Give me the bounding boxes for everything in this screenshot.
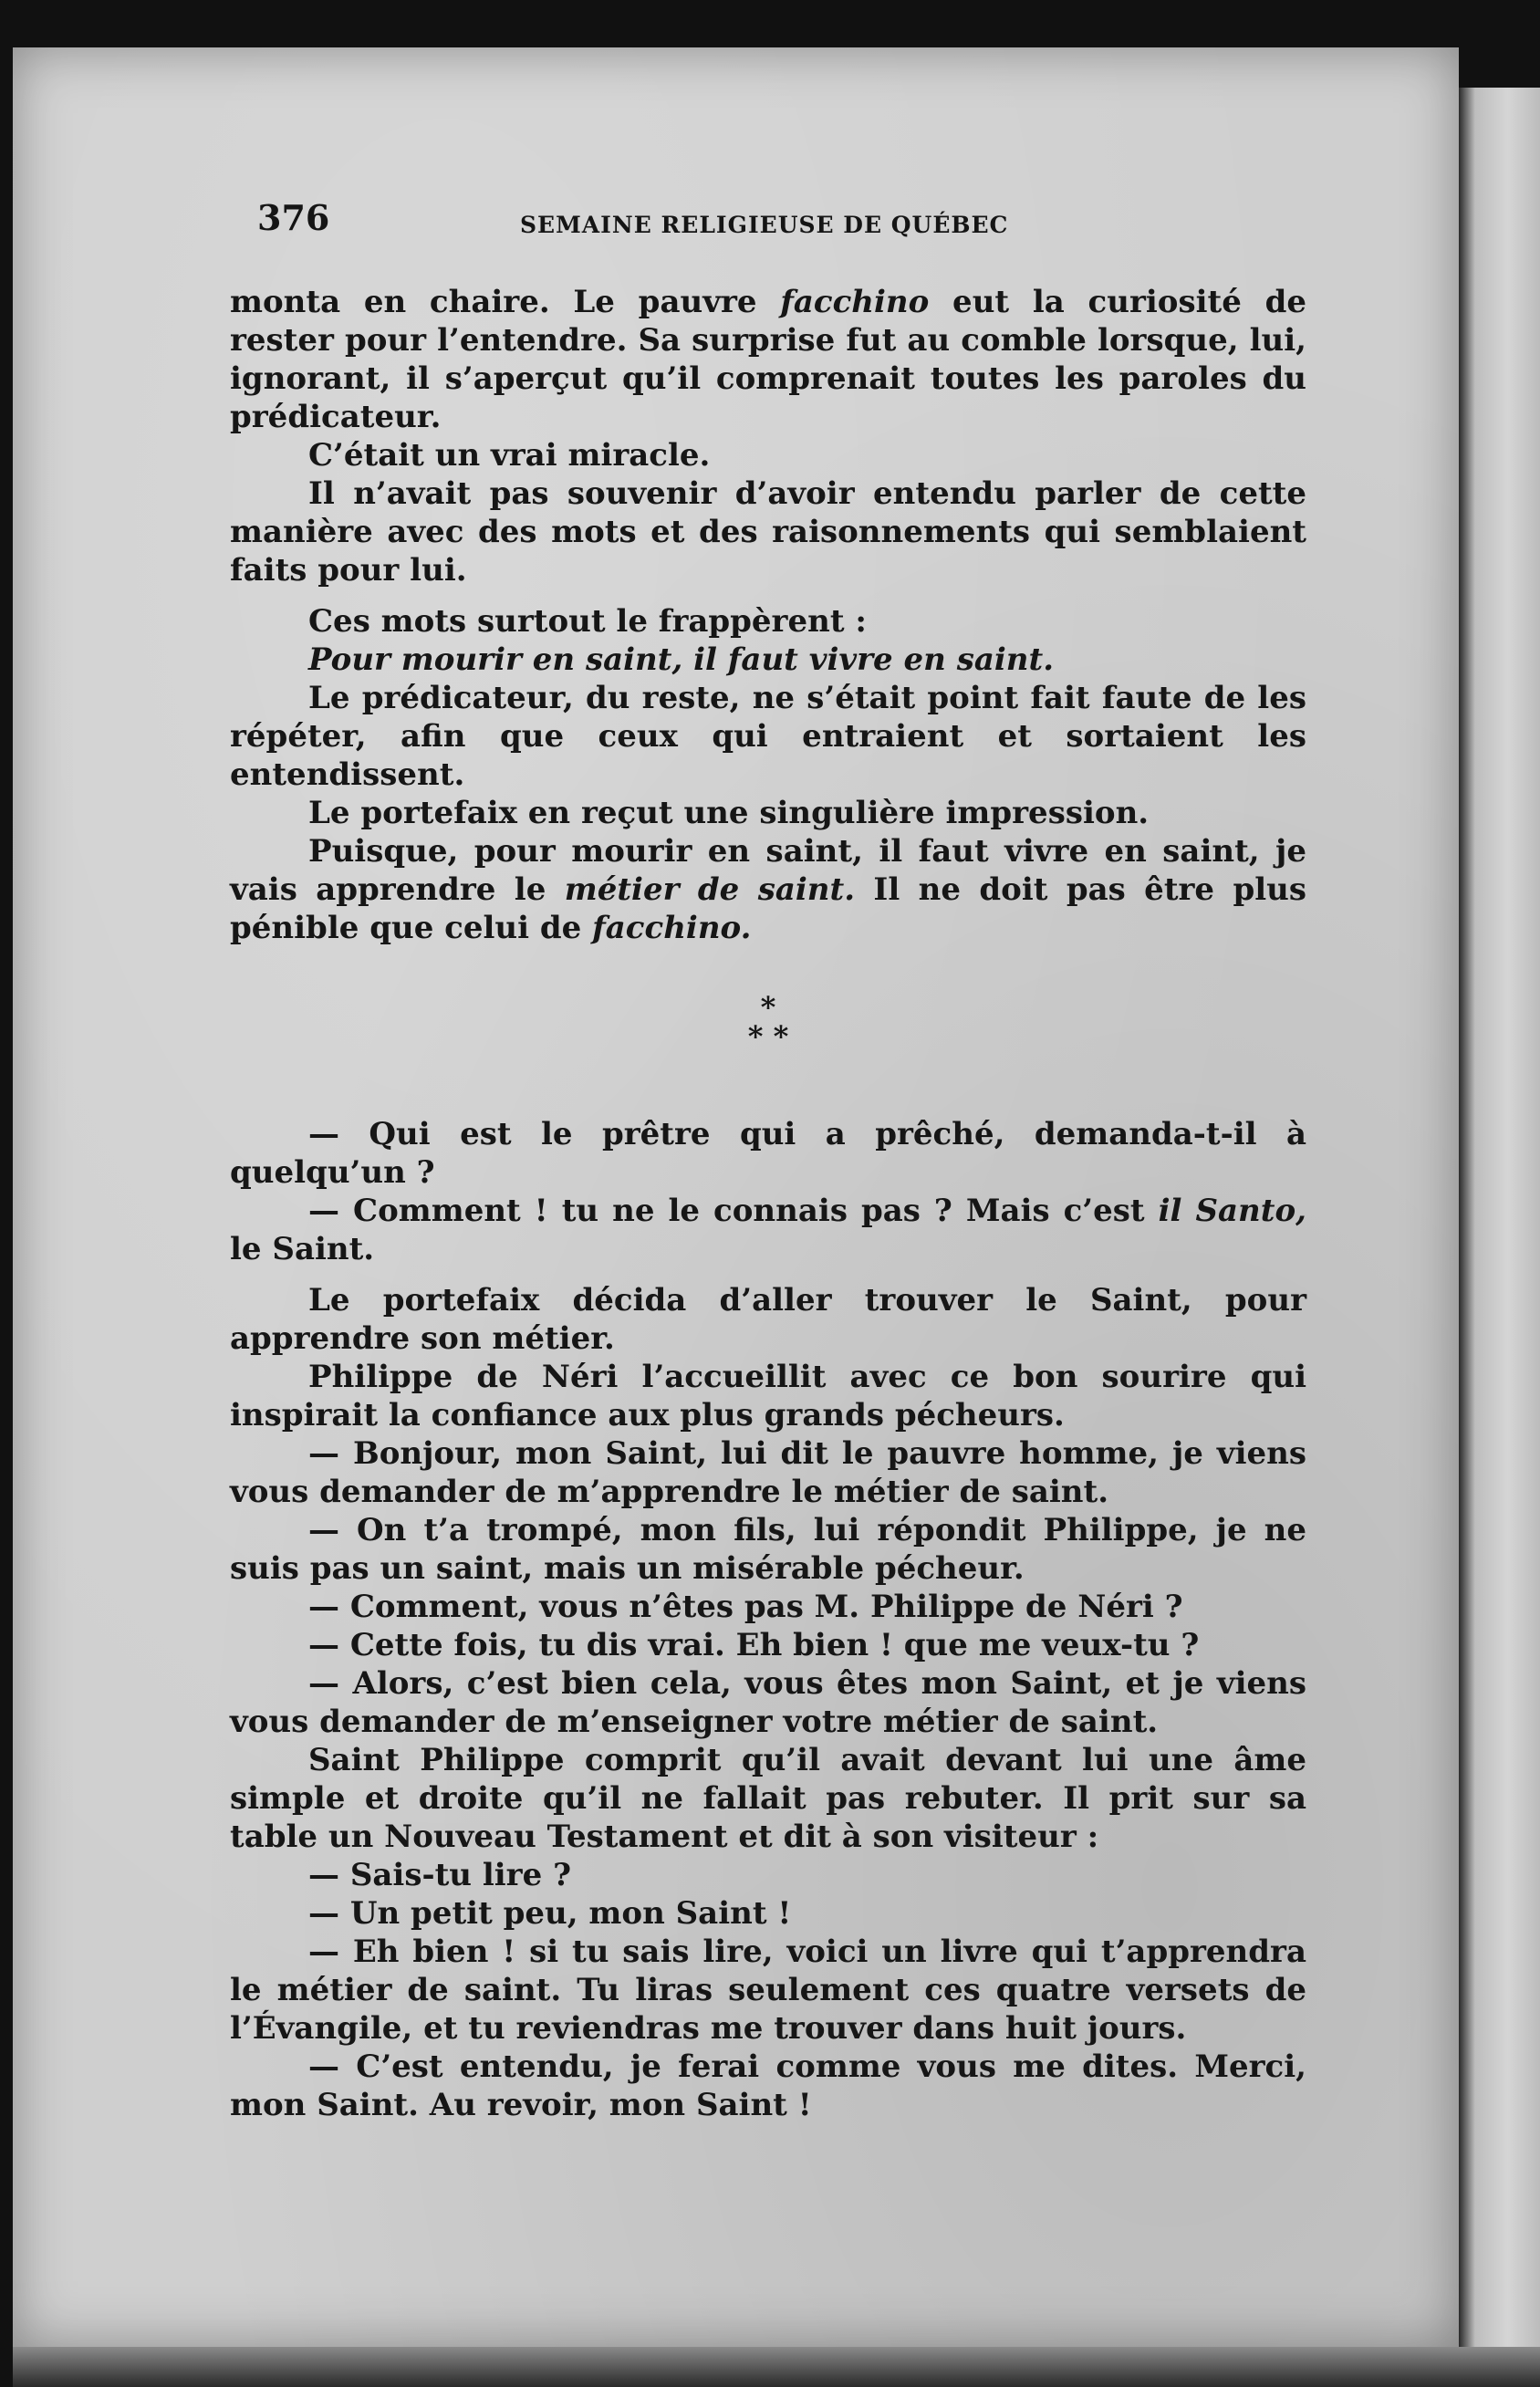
dialogue-line: — Comment ! tu ne le connais pas ? Mais c’est il Santo, le Saint.: [230, 1193, 1306, 1267]
section-break-asterism: * * *: [747, 990, 789, 1054]
paragraph: Philippe de Néri l’accueillit avec ce bon sourire qui inspirait la confiance aux plus grands pécheurs.: [230, 1359, 1306, 1433]
dialogue-line: — Qui est le prêtre qui a prêché, demanda-t-il à quelqu’un ?: [230, 1116, 1306, 1191]
running-title: SEMAINE RELIGIEUSE DE QUÉBEC: [520, 212, 1009, 238]
page-number: 376: [257, 197, 330, 238]
book-spine-edge: [1459, 88, 1540, 2360]
dialogue-line: — Comment, vous n’êtes pas M. Philippe de Néri ?: [308, 1589, 1183, 1625]
paragraph: Le prédicateur, du reste, ne s’était point fait faute de les répéter, afin que ceux qui entraient et sortaient les entendissent.: [230, 680, 1306, 793]
body-text: [230, 283, 1306, 2124]
dialogue-line: — C’est entendu, je ferai comme vous me dites. Merci, mon Saint. Au revoir, mon Saint !: [230, 2048, 1306, 2123]
page-bottom-edge: [13, 2347, 1540, 2387]
italic-quote: Pour mourir en saint, il faut vivre en saint.: [308, 641, 1055, 678]
paragraph: Ces mots surtout le frappèrent :: [308, 603, 867, 640]
paragraph: Le portefaix en reçut une singulière impression.: [308, 795, 1150, 831]
dialogue-line: — Eh bien ! si tu sais lire, voici un livre qui t’apprendra le métier de saint. Tu liras seulement ces quatre versets de l’Évangile, et tu reviendras me trouver dans huit jours.: [230, 1934, 1306, 2047]
page-header: [257, 197, 1306, 252]
dialogue-line: — On t’a trompé, mon fils, lui répondit Philippe, je ne suis pas un saint, mais un misérable pécheur.: [230, 1512, 1306, 1587]
dialogue-line: — Un petit peu, mon Saint !: [308, 1895, 792, 1932]
paragraph: Il n’avait pas souvenir d’avoir entendu parler de cette manière avec des mots et des raisonnements qui semblaient faits pour lui.: [230, 475, 1306, 589]
dialogue-line: — Alors, c’est bien cela, vous êtes mon Saint, et je viens vous demander de m’enseigner votre métier de saint.: [230, 1665, 1306, 1740]
paragraph: Le portefaix décida d’aller trouver le Saint, pour apprendre son métier.: [230, 1282, 1306, 1357]
dialogue-line: — Cette fois, tu dis vrai. Eh bien ! que me veux-tu ?: [308, 1627, 1200, 1663]
paragraph: Saint Philippe comprit qu’il avait devant lui une âme simple et droite qu’il ne fallait pas rebuter. Il prit sur sa table un Nouveau Testament et dit à son visiteur :: [230, 1742, 1306, 1855]
paragraph: C’était un vrai miracle.: [308, 437, 711, 474]
dialogue-line: — Bonjour, mon Saint, lui dit le pauvre homme, je viens vous demander de m’apprendre le métier de saint.: [230, 1435, 1306, 1510]
paragraph: Puisque, pour mourir en saint, il faut vivre en saint, je vais apprendre le métier de saint. Il ne doit pas être plus pénible que celui de facchino.: [230, 833, 1307, 946]
dialogue-line: — Sais-tu lire ?: [308, 1857, 571, 1893]
paragraph: monta en chaire. Le pauvre facchino eut la curiosité de rester pour l’entendre. Sa surprise fut au comble lorsque, lui, ignorant, il s’aperçut qu’il comprenait toutes les paroles du prédicateur.: [230, 284, 1306, 435]
